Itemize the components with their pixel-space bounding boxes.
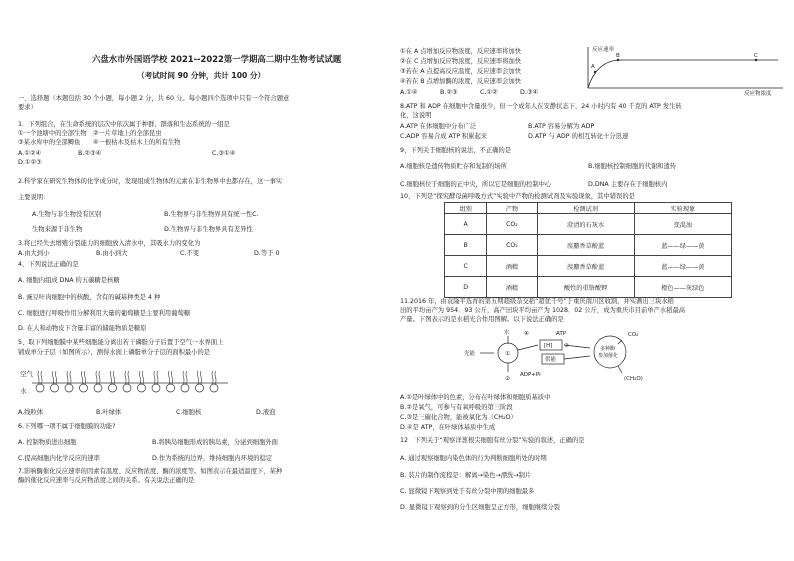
q6-option-b: B.将胰岛细胞形成的胰岛素，分泌到细胞外面	[152, 439, 278, 446]
adp-label: ADP+Pi	[520, 372, 541, 378]
q9-option-b: B.细胞核控制细胞的代谢和遗传	[588, 163, 677, 170]
photosynthesis-diagram	[460, 326, 710, 388]
table-cell: 蓝——绿——黄	[634, 235, 731, 256]
phospholipid-tail	[140, 371, 141, 384]
phospholipid-tail	[111, 371, 112, 384]
q8-stem-cont: 化，这说明	[400, 112, 432, 119]
q7-option-a: A.①④	[400, 89, 418, 96]
table-cell: 变混浊	[634, 214, 731, 235]
phospholipid-tail	[125, 371, 126, 384]
table-cell: A	[445, 214, 487, 235]
enzymes-label-2: 参加催化	[598, 353, 619, 359]
q8-option-a: A.ATP 在体细胞中分布广泛	[400, 123, 477, 130]
table-cell: 橙色——灰绿色	[634, 277, 731, 298]
q11-option-a: A.①是叶绿体中的色素，分布在叶绿体和细胞质基质中	[400, 394, 551, 401]
phospholipid-tail	[198, 371, 199, 384]
q11-stem-cont-1: 田的平均亩产为 954．93 公斤，高产田块平均亩产为 1028．02 公斤，成为重庆市目前单产水稻最高	[400, 307, 686, 314]
ch2o-label: (CH₂O)	[624, 376, 643, 382]
phospholipid-tail	[154, 371, 155, 384]
phospholipid-molecules	[36, 371, 218, 392]
q7-option-d: D.③④	[520, 89, 539, 96]
point-c-label: C	[754, 53, 758, 59]
q4-option-b: B. 豌豆叶肉细胞中的核酸，含有的碱基种类是 4 种	[18, 294, 161, 301]
supply-label: 供能	[545, 357, 557, 363]
phospholipid-tail	[82, 371, 83, 384]
phospholipid-tail	[157, 371, 158, 384]
table-row	[445, 235, 732, 256]
table-cell: CO₂	[487, 235, 537, 256]
phospholipid-tail	[186, 371, 187, 384]
point-c	[755, 59, 757, 61]
phospholipid-head	[51, 384, 59, 392]
phospholipid-head	[152, 384, 160, 392]
table-cell: 酒精	[487, 277, 537, 298]
phospholipid-monolayer-figure	[18, 366, 238, 410]
q2-option-d: D.生物界与非生物界具有差异性	[164, 226, 253, 233]
q2-option-b: B.生物界与非生物界具有统一性C.	[164, 211, 259, 218]
q2-option-a: A.生物与非生物没有区别	[32, 211, 102, 218]
q2-stem: 2.科学家在研究生物体的化学成分时，发现组成生物体的元素在非生物界中也都存在，这一事实	[18, 178, 283, 185]
water-label: 水	[20, 387, 27, 395]
section-heading: 一、选择题（本题包括 30 个小题，每小题 2 分，共 60 分。每小题四个选项中只有一个符合题意	[18, 95, 290, 102]
table-header-cell: 实验现象	[634, 203, 731, 214]
q3-option-d: D.等于 0	[254, 250, 280, 257]
q7-statement-3: ③若在 A 点提高反应温度，反应速率会加快	[400, 68, 522, 75]
q12-option-c: C. 显微镜下观察到处于有丝分裂中期的细胞最多	[400, 488, 535, 495]
phospholipid-tail	[85, 371, 86, 384]
phospholipid-tail	[143, 371, 144, 384]
q5-option-a: A.线粒体	[18, 409, 44, 416]
q7-stem: 7.影响酶催化反应速率的因素有温度、反应物浓度、酶的浓度等。如图表示在最适温度下，某种	[18, 468, 283, 475]
phospholipid-head	[138, 384, 146, 392]
label-1: ①	[505, 351, 510, 357]
enzymes-label: 多种酶	[600, 346, 616, 352]
table-cell: 澄清的石灰水	[537, 214, 634, 235]
q7-statement-4: ④若在 B 点增加酶的浓度，反应速率会加快	[400, 78, 522, 85]
table-cell: 溴麝香草酚蓝	[537, 235, 634, 256]
q12-stem: 12 下列关于“观察洋葱根尖细胞有丝分裂”实验的叙述，正确的是	[400, 437, 585, 444]
q1-option-a: A.①②④	[18, 150, 42, 157]
table-cell: 溴麝香草酚蓝	[537, 256, 634, 277]
page-title: 六盘水市外国语学校 2021--2022第一学期高二期中生物考试试题	[92, 54, 342, 64]
label-2: ②	[505, 376, 510, 382]
q11-option-c: C.③是三碳化合物，能被氧化为（CH₂O）	[400, 414, 517, 421]
q9-stem: 9、下列关于细胞核的说法，不正确的是	[400, 147, 512, 154]
phospholipid-tail	[41, 371, 42, 384]
q8-option-d: D.ATP 与 ADP 的相互转化十分迅速	[528, 133, 629, 140]
q1-line1: ①一个池塘中的全部生物 ②一片草地上的全部昆虫	[18, 130, 162, 137]
phospholipid-head	[167, 384, 175, 392]
q11-option-b: B.②是氧气，可参与有氧呼吸的第三阶段	[400, 404, 513, 411]
y-axis-label: 反应速率	[592, 47, 615, 53]
reaction-rate-chart	[578, 44, 790, 96]
atp-label: ATP	[556, 331, 567, 337]
phospholipid-tail	[183, 371, 184, 384]
phospholipid-tail	[215, 371, 216, 384]
table-header-cell: 组别	[445, 203, 487, 214]
right-column	[400, 0, 785, 561]
q4-option-d: D. 在人和动物皮下含量丰富的储能物质是糖原	[18, 325, 147, 332]
table-cell: 蓝——绿——黄	[634, 256, 731, 277]
co2-label: CO₂	[628, 332, 639, 338]
q6-stem: 6.下列哪一项不属于细胞膜的功能?	[18, 423, 116, 430]
page-subtitle: （考试时间 90 分钟，共计 100 分）	[137, 71, 266, 80]
phospholipid-tail	[53, 371, 54, 384]
x-axis-label: 反应物浓度	[744, 91, 772, 96]
q1-line2: ③某水库中的全部鲫鱼 ④一根枯木及枯木上的所有生物	[18, 139, 181, 146]
phospholipid-tail	[114, 371, 115, 384]
table-cell: CO₂	[487, 214, 537, 235]
experiment-table	[444, 202, 732, 298]
q9-option-d: D.DNA 主要存在于细胞核内	[588, 181, 668, 188]
table-header-cell: 产物	[487, 203, 537, 214]
table-cell: 酒精	[487, 256, 537, 277]
phospholipid-tail	[96, 371, 97, 384]
q11-stem: 11.2016 年，由袁隆平选育的第五期超级杂交稻“超优千号”于重庆南川区收割，并实测出三块水稻	[400, 298, 674, 305]
q11-stem-cont-2: 产量。下图表示的是水稻光合作用图解。以下说法正确的是	[400, 316, 564, 323]
q5-option-c: C.细胞核	[176, 409, 202, 416]
table-row	[445, 214, 732, 235]
table-cell: 酸性的重铬酸钾	[537, 277, 634, 298]
phospholipid-tail	[38, 371, 39, 384]
q8-stem: 8.ATP 和 ADP 在细胞中含量很少，但一个成年人在安静状态下，24 小时内有 40 千克的 ATP 发生转	[400, 103, 682, 110]
q9-option-a: A.细胞核是遗传物质贮存和复制的场所	[400, 163, 507, 170]
phospholipid-tail	[70, 371, 71, 384]
link-line-1	[518, 345, 538, 350]
q12-option-b: B. 装片的制作流程是：解离→染色→漂洗→制片	[400, 472, 532, 479]
q8-option-c: C.ADP 容易合成 ATP 积累起来	[400, 133, 488, 140]
q5-option-d: D.液泡	[256, 409, 276, 416]
link-line-3	[564, 356, 590, 359]
phospholipid-head	[196, 384, 204, 392]
q3-option-c: C.不变	[180, 250, 199, 257]
q4-stem: 4、下列说法正确的是	[18, 261, 79, 268]
q1-option-b: B.②③④	[78, 150, 102, 157]
q3-stem: 3.将已经失去增殖分裂能力的细胞放入清水中，其吸水力的变化为	[18, 240, 201, 247]
q2-stem-cont: 主要说明：	[18, 194, 50, 201]
point-b-label: B	[616, 53, 620, 59]
q5-stem-cont: 铺成单分子层（如图所示），测得水面上磷脂单分子层的面积最小的是	[18, 349, 211, 356]
point-a-label: A	[591, 64, 595, 70]
phospholipid-head	[80, 384, 88, 392]
q7-option-b: B.②③	[440, 89, 458, 96]
phospholipid-head	[94, 384, 102, 392]
phospholipid-head	[123, 384, 131, 392]
q6-option-a: A. 控制物质进出细胞	[18, 439, 77, 446]
phospholipid-head	[109, 384, 117, 392]
q2-option-c: 生物来源于非生物	[32, 226, 83, 233]
phospholipid-tail	[172, 371, 173, 384]
left-column	[12, 0, 397, 561]
q1-option-d: D.①②③	[18, 159, 42, 166]
rate-curve	[588, 60, 778, 88]
q3-option-b: B.由小到大	[96, 250, 128, 257]
co2-arrow	[618, 340, 622, 344]
q9-option-c: C.细胞核位于细胞的正中央，所以它是细胞的控制中心	[400, 181, 552, 188]
q4-option-c: C. 细胞进行呼吸作用分解利用大量的葡萄糖是主要利用葡萄糖	[18, 310, 191, 317]
ch2o-arrow	[618, 366, 622, 373]
q1-stem: 1．下列组合，在生命系统的层次中依次属于种群、群落和生态系统的一组是	[18, 121, 230, 128]
table-cell: D	[445, 277, 487, 298]
phospholipid-tail	[169, 371, 170, 384]
phospholipid-head	[36, 384, 44, 392]
q5-stem: 5、取下列细胞膜中某些细胞能分离出若干磷脂分子后置于空气一水界面上	[18, 339, 224, 346]
phospholipid-tail	[128, 371, 129, 384]
phospholipid-tail	[67, 371, 68, 384]
q7-statement-1: ①在 A 点增加反应物浓度，反应速率将加快	[400, 48, 522, 55]
q10-stem: 10、下列是“探究酵母菌呼吸方式”实验中产物的检测试剂及实验现象，其中错误的是	[400, 193, 635, 200]
q6-option-d: D.作为系统的边界，维持细胞内环境的稳定	[152, 455, 273, 462]
air-label: 空气	[20, 370, 33, 378]
phospholipid-head	[65, 384, 73, 392]
table-header-row	[445, 203, 732, 214]
q12-option-a: A. 通过观察细胞内染色体的行为判断细胞所处的时期	[400, 455, 547, 462]
label-3: ③	[564, 343, 569, 349]
table-header-cell: 检测试剂	[537, 203, 634, 214]
table-row	[445, 277, 732, 298]
phospholipid-tail	[56, 371, 57, 384]
phospholipid-tail	[212, 371, 213, 384]
label-4: ④	[524, 331, 529, 337]
water-label: 水	[504, 330, 510, 336]
q6-option-c: C.提高细胞内化学反应的速率	[18, 455, 100, 462]
q11-option-d: D.④是 ATP，在叶绿体基质中生成	[400, 424, 496, 431]
q3-option-a: A.由大到小	[18, 250, 50, 257]
q5-option-b: B.叶绿体	[96, 409, 122, 416]
section-heading-cont: 要求）	[18, 104, 37, 111]
point-b	[617, 59, 619, 61]
table-cell: C	[445, 256, 487, 277]
phospholipid-head	[181, 384, 189, 392]
q7-option-c: C.①②	[480, 89, 498, 96]
q4-option-a: A. 细胞内组成 DNA 的五碳糖是核糖	[18, 277, 120, 284]
table-cell: B	[445, 235, 487, 256]
phospholipid-head	[210, 384, 218, 392]
q7-stem-cont: 酶的催化反应速率与反应物浓度之间的关系。有关说法正确的是	[18, 477, 195, 484]
q8-option-b: B.ATP 容易分解为 ADP	[528, 123, 595, 130]
table-row	[445, 256, 732, 277]
light-energy-label: 光能	[464, 351, 476, 357]
q7-statement-2: ②在 C 点增加反应物浓度，反应速率将加快	[400, 58, 522, 65]
point-a	[594, 71, 596, 73]
q1-option-c: C.③①④	[212, 150, 236, 157]
q12-option-d: D. 显微镜下观察到的分生区细胞呈正方形，细胞继续分裂	[400, 504, 560, 511]
phospholipid-tail	[201, 371, 202, 384]
h-label: [H]	[544, 343, 553, 349]
phospholipid-tail	[99, 371, 100, 384]
